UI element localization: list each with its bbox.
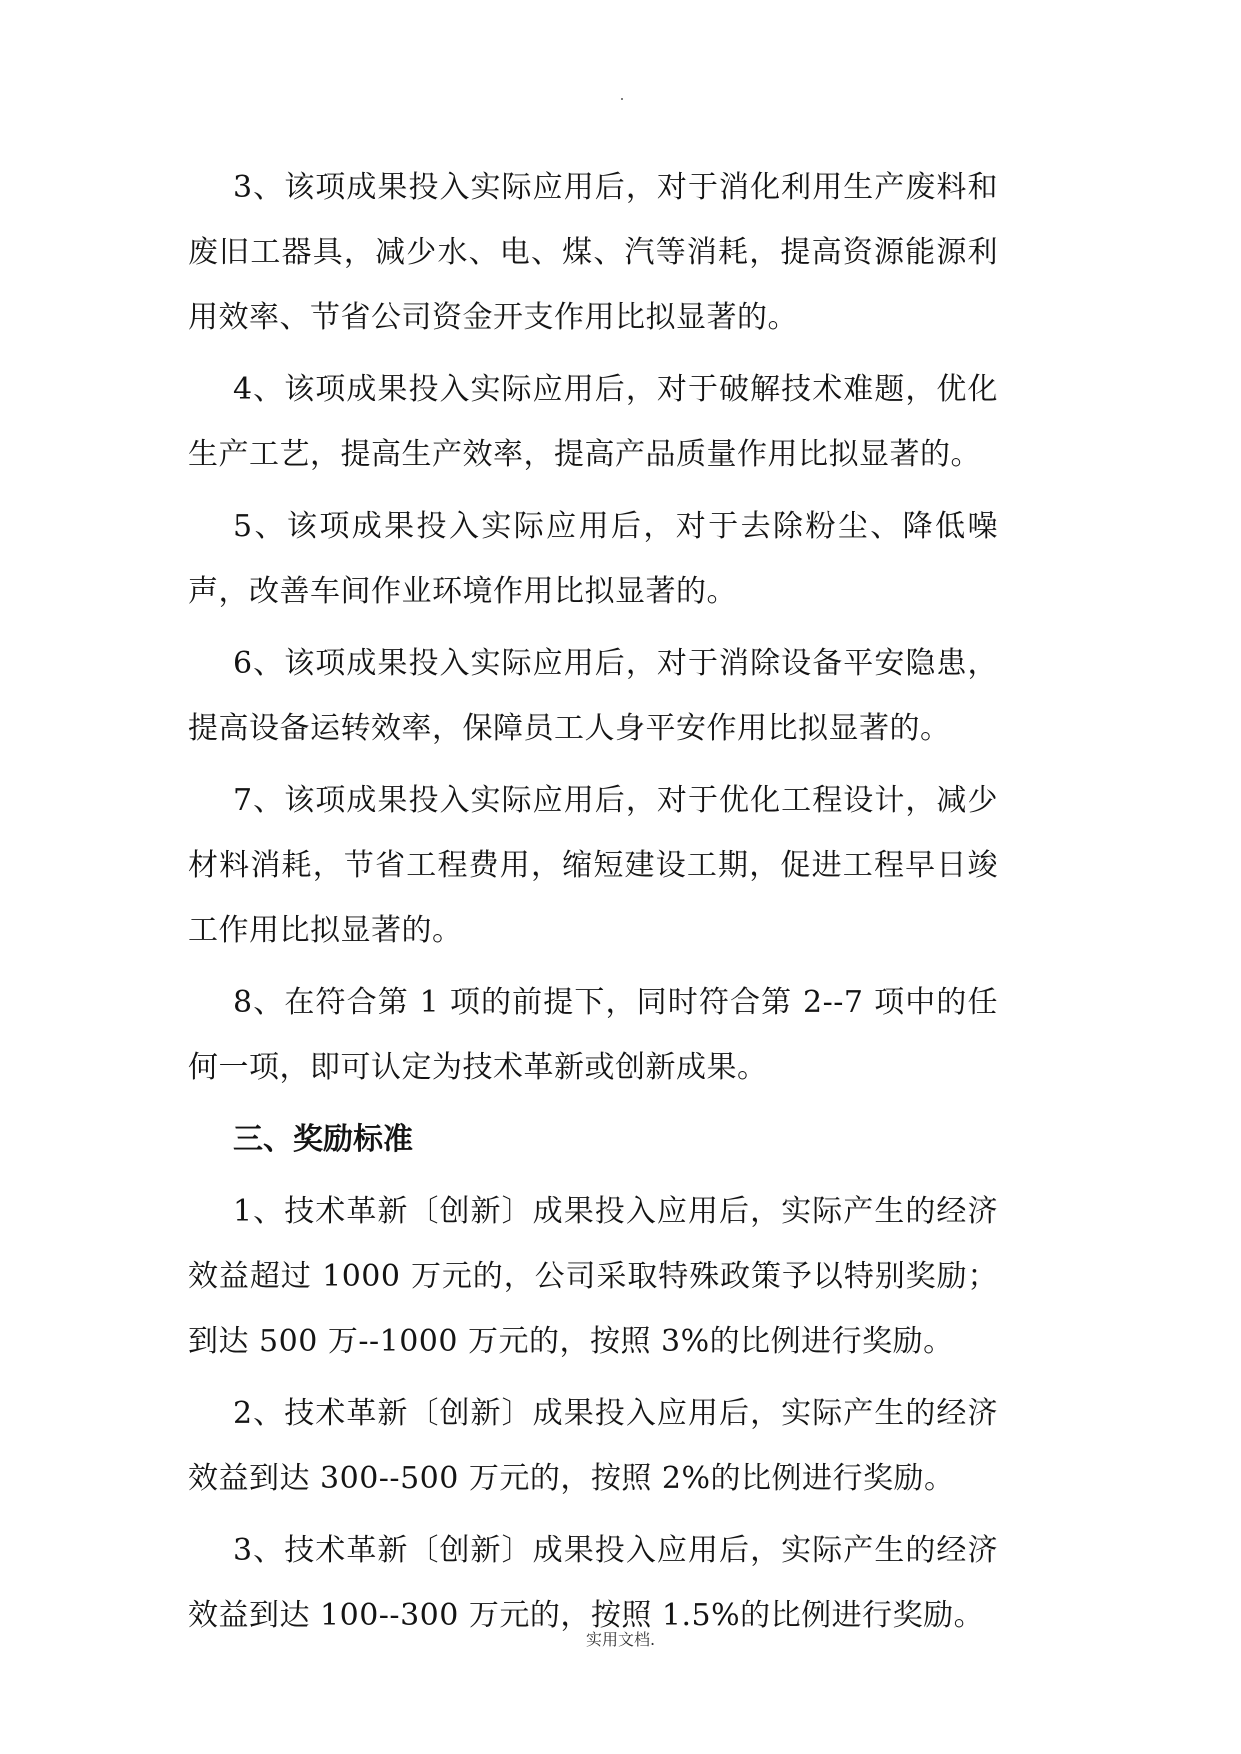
paragraph: 3、该项成果投入实际应用后，对于消化利用生产废料和废旧工器具，减少水、电、煤、汽等消耗，提高资源能源利用效率、节省公司资金开支作用比拟显著的。 — [188, 170, 998, 335]
paragraph: 5、该项成果投入实际应用后，对于去除粉尘、降低噪声，改善车间作业环境作用比拟显著的。 — [188, 509, 998, 609]
page-footer: 实用文档. — [585, 1630, 656, 1649]
paragraph: 7、该项成果投入实际应用后，对于优化工程设计，减少材料消耗，节省工程费用，缩短建设工期，促进工程早日竣工作用比拟显著的。 — [188, 783, 998, 948]
header-mark — [621, 98, 623, 100]
section-heading: 三、奖励标准 — [233, 1122, 413, 1157]
paragraph: 4、该项成果投入实际应用后，对于破解技术难题，优化生产工艺，提高生产效率，提高产品质量作用比拟显著的。 — [188, 372, 998, 472]
document-body — [188, 155, 998, 1655]
paragraph: 2、技术革新〔创新〕成果投入应用后，实际产生的经济效益到达 300--500 万元的，按照 2%的比例进行奖励。 — [188, 1396, 998, 1496]
paragraph: 8、在符合第 1 项的前提下，同时符合第 2--7 项中的任何一项，即可认定为技术革新或创新成果。 — [188, 985, 998, 1085]
paragraph: 6、该项成果投入实际应用后，对于消除设备平安隐患，提高设备运转效率，保障员工人身平安作用比拟显著的。 — [188, 646, 998, 746]
paragraph: 1、技术革新〔创新〕成果投入应用后，实际产生的经济效益超过 1000 万元的，公司采取特殊政策予以特别奖励；到达 500 万--1000 万元的，按照 3%的比例进行奖励。 — [188, 1194, 998, 1359]
paragraph: 3、技术革新〔创新〕成果投入应用后，实际产生的经济效益到达 100--300 万元的，按照 1.5%的比例进行奖励。 — [188, 1533, 998, 1633]
